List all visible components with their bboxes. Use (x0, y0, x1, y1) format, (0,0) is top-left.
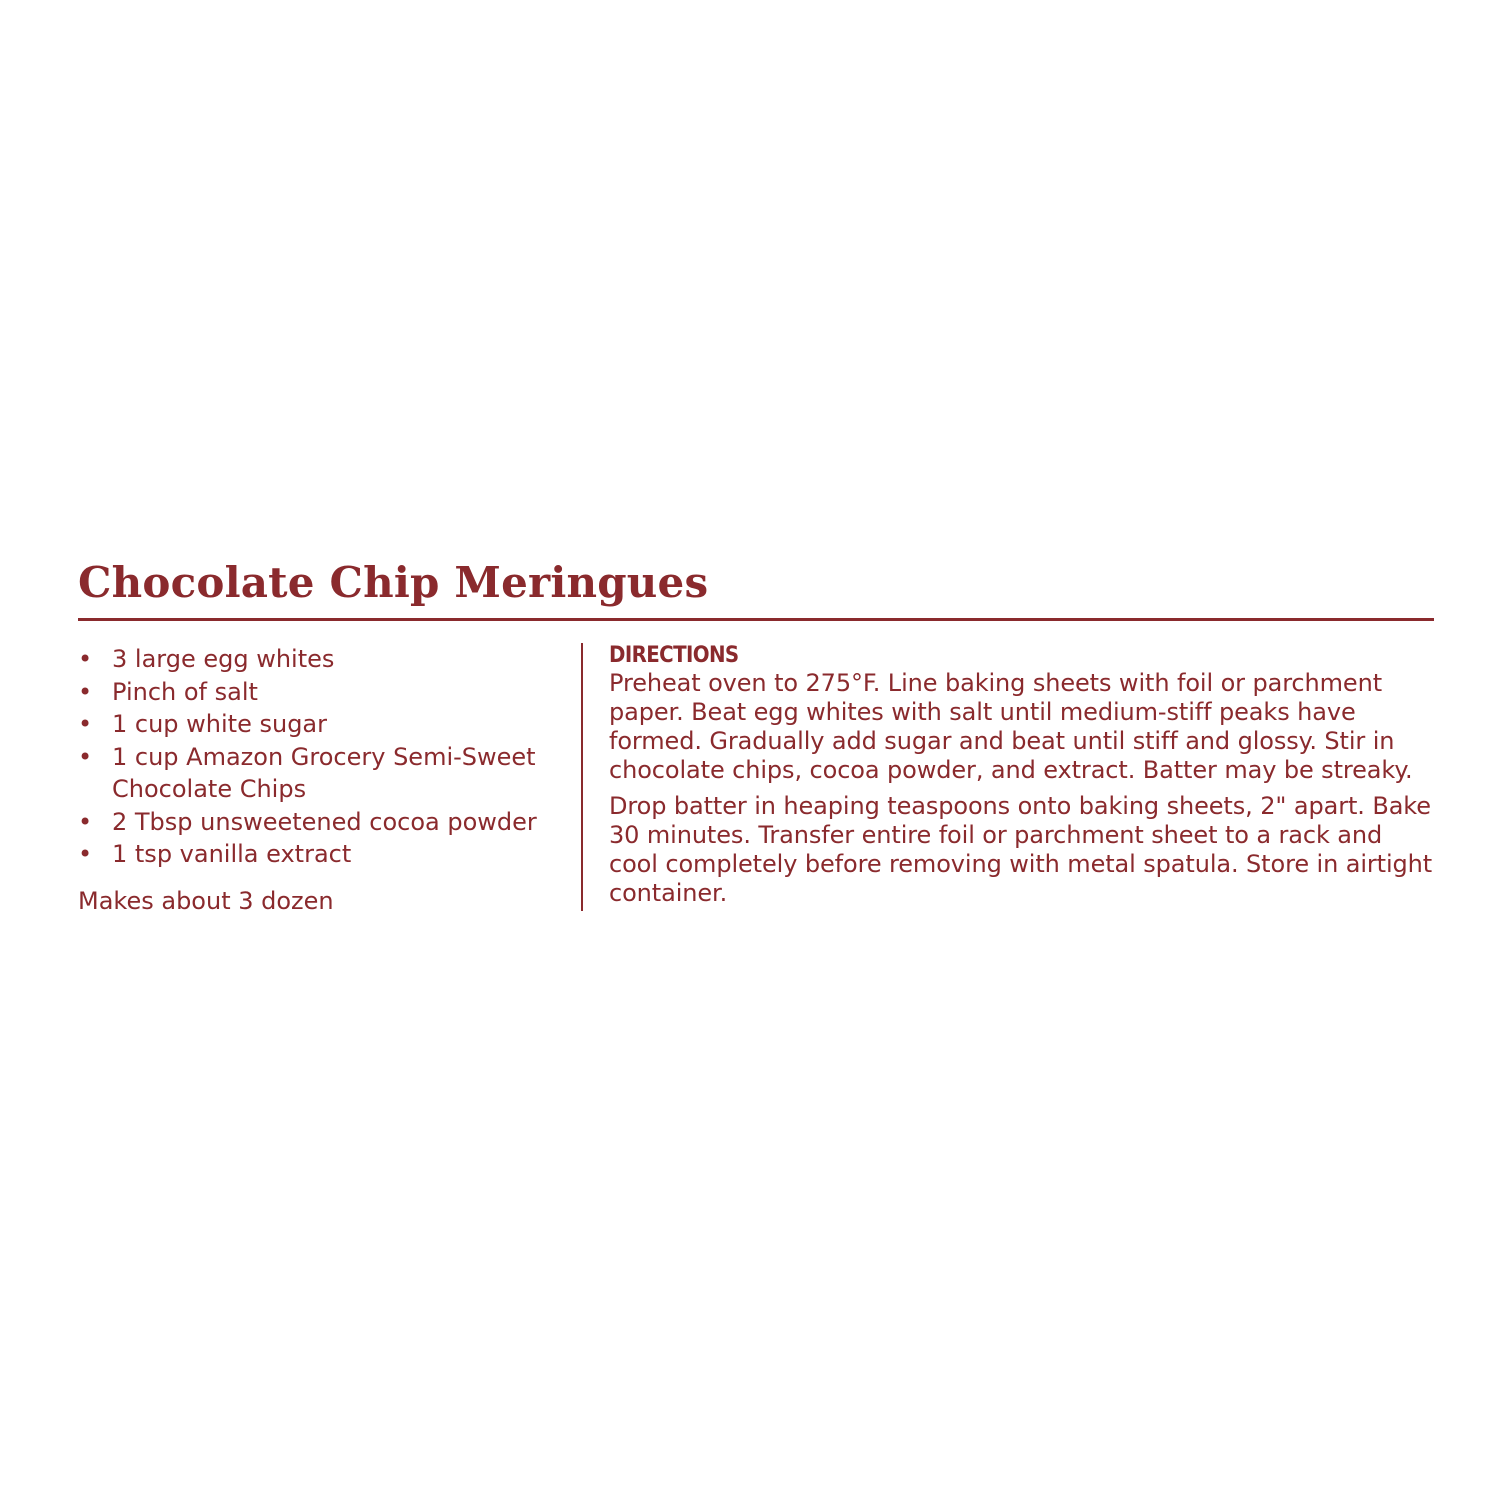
bullet-icon: • (78, 807, 93, 836)
recipe-body (78, 643, 1434, 917)
bullet-icon: • (78, 742, 93, 771)
ingredient-item (78, 643, 581, 676)
recipe-yield: Makes about 3 dozen (78, 886, 334, 915)
ingredient-item (78, 741, 581, 806)
column-divider (581, 643, 583, 911)
directions-column (609, 643, 1434, 917)
ingredient-text: 1 cup Amazon Grocery Semi-Sweet Chocolate Chips (112, 742, 536, 803)
ingredient-item (78, 838, 581, 871)
ingredient-text: 3 large egg whites (112, 645, 335, 673)
ingredient-item (78, 676, 581, 709)
ingredient-text: Pinch of salt (112, 677, 258, 706)
recipe-card (78, 556, 1434, 917)
ingredients-column (78, 643, 581, 917)
ingredient-text: 1 cup white sugar (112, 710, 328, 738)
ingredients-list (78, 643, 581, 871)
directions-paragraph: Preheat oven to 275°F. Line baking sheets with foil or parchment paper. Beat egg whites with salt until medium-stiff peaks have formed. Gradually add sugar and beat until stiff and glossy. Stir in chocolate chips, cocoa powder, and extract. Batter may be streaky. (609, 669, 1413, 784)
ingredient-text: 2 Tbsp unsweetened cocoa powder (112, 807, 537, 836)
title-divider (78, 618, 1434, 621)
bullet-icon: • (78, 645, 93, 673)
directions-heading: DIRECTIONS (609, 643, 739, 668)
bullet-icon: • (78, 710, 93, 738)
ingredient-text: 1 tsp vanilla extract (112, 840, 352, 868)
bullet-icon: • (78, 840, 93, 868)
ingredient-item (78, 708, 581, 741)
ingredient-item (78, 806, 581, 839)
bullet-icon: • (78, 677, 93, 706)
directions-paragraph: Drop batter in heaping teaspoons onto baking sheets, 2" apart. Bake 30 minutes. Transfer entire foil or parchment sheet to a rack and cool completely before removing with metal spatula. Store in airtight container. (609, 792, 1433, 907)
recipe-title: Chocolate Chip Meringues (78, 558, 709, 607)
